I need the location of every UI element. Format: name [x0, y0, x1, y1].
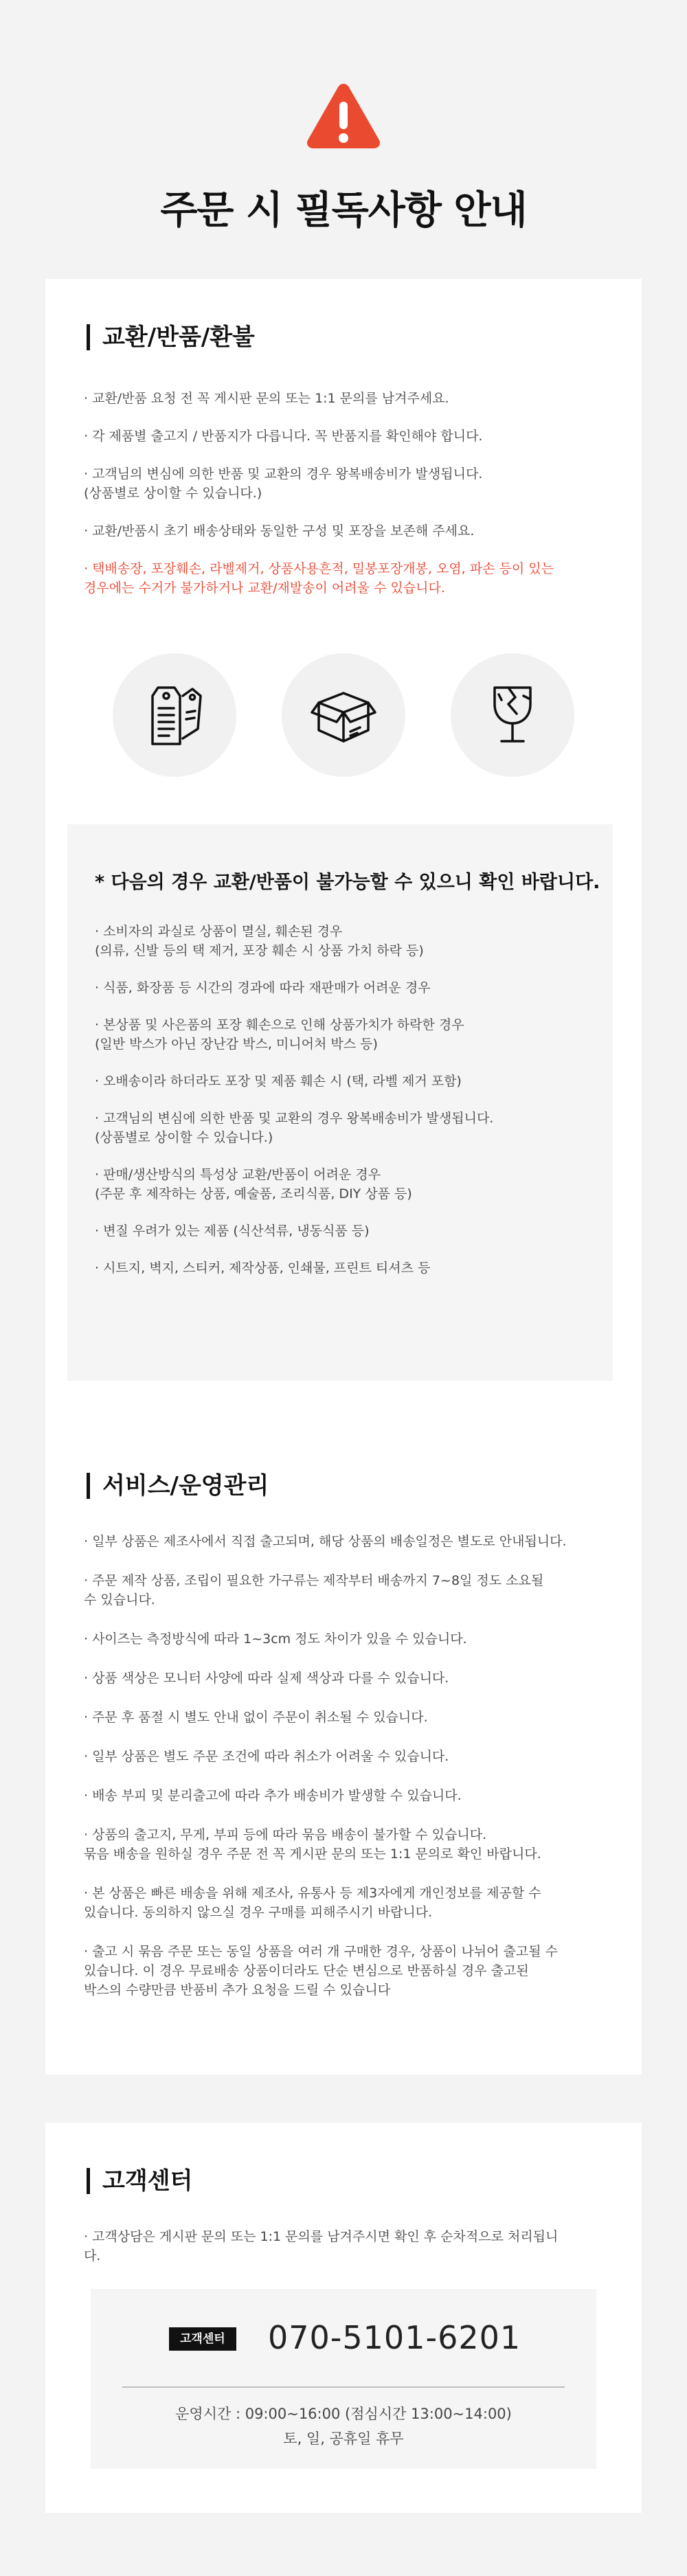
list-item: (상품별로 상이할 수 있습니다.): [84, 486, 262, 501]
list-item: 묶음 배송을 원하실 경우 주문 전 꼭 게시판 문의 또는 1:1 문의로 확인 바랍니다.: [84, 1846, 541, 1862]
page-title: 주문 시 필독사항 안내: [160, 188, 527, 233]
list-item: · 교환/반품시 초기 배송상태와 동일한 구성 및 포장을 보존해 주세요.: [84, 523, 475, 539]
list-item: (상품별로 상이할 수 있습니다.): [95, 1130, 273, 1145]
list-item: · 상품의 출고지, 무게, 부피 등에 따라 묶음 배송이 불가할 수 있습니다.: [84, 1827, 487, 1842]
list-item: 박스의 수량만큼 반품비 추가 요청을 드릴 수 있습니다: [84, 1982, 391, 1998]
page-header: [0, 0, 687, 275]
icon-circle: [113, 653, 236, 777]
section-title: 고객센터: [87, 2168, 192, 2194]
list-item: (의류, 신발 등의 택 제거, 포장 훼손 시 상품 가치 하락 등): [95, 943, 424, 958]
open-box-icon: [309, 681, 378, 749]
list-item: · 상품 색상은 모니터 사양에 따라 실제 색상과 다를 수 있습니다.: [84, 1671, 449, 1686]
non-returnable-list: [95, 922, 596, 1278]
list-item: 수 있습니다.: [84, 1592, 155, 1607]
list-item: · 교환/반품 요청 전 꼭 게시판 문의 또는 1:1 문의를 남겨주세요.: [84, 391, 449, 406]
list-item: · 오배송이라 하더라도 포장 및 제품 훼손 시 (택, 라벨 제거 포함): [95, 1074, 462, 1089]
service-info-list: [84, 1532, 613, 2000]
warning-text: 경우에는 수거가 불가하거나 교환/재발송이 어려울 수 있습니다.: [84, 580, 445, 596]
warning-triangle-icon: [305, 81, 382, 150]
list-item: · 변질 우려가 있는 제품 (식산석류, 냉동식품 등): [95, 1223, 370, 1239]
broken-glass-icon: [478, 681, 547, 749]
exchange-info-list: [84, 389, 613, 598]
list-item: · 고객상담은 게시판 문의 또는 1:1 문의를 남겨주시면 확인 후 순차적으로 처리됩니: [84, 2229, 559, 2244]
list-item: · 소비자의 과실로 상품이 멸실, 훼손된 경우: [95, 924, 343, 939]
list-item: · 시트지, 벽지, 스티커, 제작상품, 인쇄물, 프린트 티셔츠 등: [95, 1261, 431, 1276]
list-item: · 식품, 화장품 등 시간의 경과에 따라 재판매가 어려운 경우: [95, 980, 431, 995]
non-returnable-notice-box: [67, 824, 613, 1381]
list-item: 다.: [84, 2248, 101, 2263]
contact-box: [91, 2289, 596, 2469]
section-title: 교환/반품/환불: [87, 324, 255, 350]
service-section: [45, 1422, 642, 2075]
price-tag-icon: [140, 681, 209, 749]
list-item: · 주문 제작 상품, 조립이 필요한 가구류는 제작부터 배송까지 7~8일 정도 소요될: [84, 1573, 544, 1588]
holiday-text: 토, 일, 공휴일 휴무: [283, 2430, 404, 2447]
list-item: · 본상품 및 사은품의 포장 훼손으로 인해 상품가치가 하락한 경우: [95, 1017, 464, 1032]
divider: [122, 2386, 565, 2388]
list-item: 있습니다. 이 경우 무료배송 상품이더라도 단순 변심으로 반품하실 경우 출고된: [84, 1963, 529, 1978]
list-item: · 출고 시 묶음 주문 또는 동일 상품을 여러 개 구매한 경우, 상품이 나뉘어 출고될 수: [84, 1944, 559, 1959]
list-item: · 고객님의 변심에 의한 반품 및 교환의 경우 왕복배송비가 발생됩니다.: [95, 1111, 494, 1126]
operating-hours: [91, 2402, 596, 2451]
list-item: · 배송 부피 및 분리출고에 따라 추가 배송비가 발생할 수 있습니다.: [84, 1788, 462, 1803]
customer-center-section: [45, 2123, 642, 2513]
cs-badge: 고객센터: [169, 2327, 236, 2351]
cs-info-list: [84, 2227, 613, 2266]
exchange-section: [45, 279, 642, 1422]
list-item: · 각 제품별 출고지 / 반품지가 다릅니다. 꼭 반품지를 확인해야 합니다.: [84, 429, 483, 444]
list-item: · 일부 상품은 별도 주문 조건에 따라 취소가 어려울 수 있습니다.: [84, 1749, 449, 1764]
warning-text: · 택배송장, 포장훼손, 라벨제거, 상품사용흔적, 밀봉포장개봉, 오염, 파손 등이 있는: [84, 561, 554, 576]
list-item: (주문 후 제작하는 상품, 예술품, 조리식품, DIY 상품 등): [95, 1186, 412, 1201]
list-item: · 판매/생산방식의 특성상 교환/반품이 어려운 경우: [95, 1167, 381, 1182]
section-title: 서비스/운영관리: [87, 1473, 269, 1499]
phone-number[interactable]: 070-5101-6201: [268, 2319, 521, 2356]
icon-circle: [451, 653, 574, 777]
list-item: · 고객님의 변심에 의한 반품 및 교환의 경우 왕복배송비가 발생됩니다.: [84, 466, 483, 482]
hours-text: 운영시간 : 09:00~16:00 (점심시간 13:00~14:00): [175, 2406, 512, 2422]
list-item: 있습니다. 동의하지 않으실 경우 구매를 피해주시기 바랍니다.: [84, 1905, 433, 1920]
list-item: · 주문 후 품절 시 별도 안내 없이 주문이 취소될 수 있습니다.: [84, 1710, 428, 1725]
list-item: · 일부 상품은 제조사에서 직접 출고되며, 해당 상품의 배송일정은 별도로 안내됩니다.: [84, 1534, 567, 1549]
icon-circle: [282, 653, 405, 777]
list-item: (일반 박스가 아닌 장난감 박스, 미니어처 박스 등): [95, 1037, 378, 1052]
list-item: · 본 상품은 빠른 배송을 위해 제조사, 유통사 등 제3자에게 개인정보를 제공할 수: [84, 1886, 541, 1901]
notice-title: * 다음의 경우 교환/반품이 불가능할 수 있으니 확인 바랍니다.: [95, 872, 600, 893]
list-item: · 사이즈는 측정방식에 따라 1~3cm 정도 차이가 있을 수 있습니다.: [84, 1631, 467, 1647]
